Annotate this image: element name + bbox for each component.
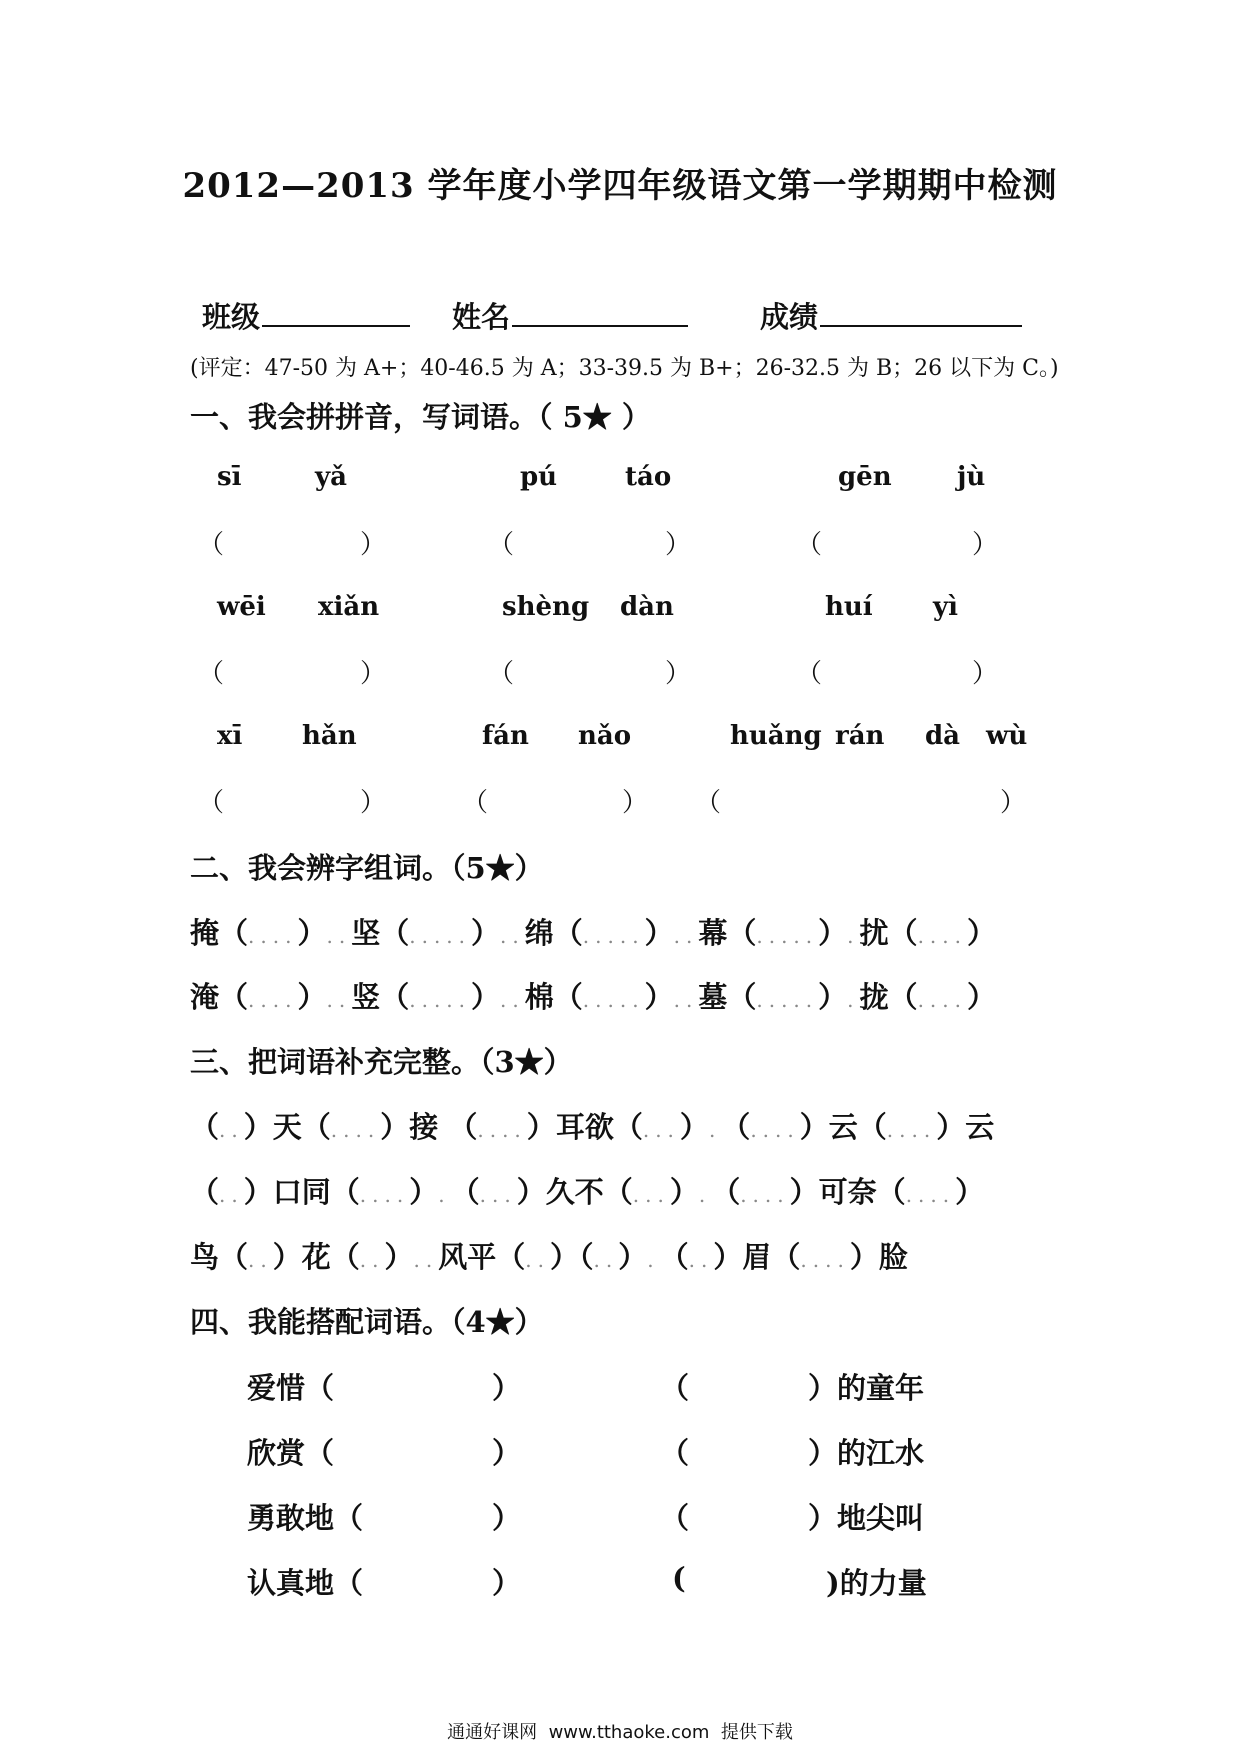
answer-paren-close: ） bbox=[360, 788, 387, 818]
pinyin: fán bbox=[482, 721, 529, 751]
match-right: ）的江水 bbox=[808, 1436, 925, 1470]
idiom-text: 鸟 bbox=[190, 1240, 220, 1274]
section-3-heading: 三、把词语补充完整。（3★） bbox=[190, 1045, 573, 1079]
pinyin: dà bbox=[925, 721, 961, 751]
answer-paren-open: （ bbox=[488, 530, 515, 560]
idiom-text: 云 bbox=[828, 1110, 858, 1144]
char: 拢 bbox=[859, 980, 889, 1014]
page-title: 2012—2013 学年度小学四年级语文第一学期期中检测 bbox=[182, 166, 1058, 206]
char: 坚 bbox=[351, 916, 381, 950]
idiom-text: 脸 bbox=[878, 1240, 908, 1274]
match-right-open: （ bbox=[660, 1436, 690, 1470]
idiom-row-1: （..）天（....）接 （....）耳欲（...）.（....）云（....）云 bbox=[190, 1110, 995, 1144]
pinyin: dàn bbox=[620, 592, 674, 622]
answer-paren-open: （ bbox=[796, 530, 823, 560]
answer-paren-open: （ bbox=[796, 659, 823, 689]
match-left: 爱惜（ bbox=[247, 1371, 335, 1405]
name-label: 姓名 bbox=[452, 300, 511, 334]
answer-paren-close: ） bbox=[972, 530, 999, 560]
char: 棉 bbox=[524, 980, 554, 1014]
match-right: )的力量 bbox=[826, 1566, 927, 1600]
pinyin: gēn bbox=[838, 462, 892, 492]
class-blank[interactable] bbox=[262, 299, 410, 327]
idiom-text: 眉 bbox=[742, 1240, 772, 1274]
pinyin: jù bbox=[957, 462, 986, 492]
section-2-heading: 二、我会辨字组词。（5★） bbox=[190, 851, 544, 885]
answer-paren-open: （ bbox=[462, 788, 489, 818]
pinyin: shèng bbox=[502, 592, 590, 622]
pinyin: huí bbox=[825, 592, 873, 622]
class-field[interactable] bbox=[202, 295, 410, 336]
char: 竖 bbox=[351, 980, 381, 1014]
section-4-heading: 四、我能搭配词语。（4★） bbox=[190, 1305, 544, 1339]
match-left: 认真地（ bbox=[247, 1566, 364, 1600]
answer-paren-close: ） bbox=[665, 659, 692, 689]
char: 扰 bbox=[859, 916, 889, 950]
idiom-text: 花 bbox=[301, 1240, 331, 1274]
idiom-row-2: （..）口同（....）.（...）久不（...）.（....）可奈（....） bbox=[190, 1175, 985, 1209]
answer-paren-close: ） bbox=[622, 788, 649, 818]
match-left: 欣赏（ bbox=[247, 1436, 335, 1470]
grading-note: (评定：47-50 为 A+；40-46.5 为 A；33-39.5 为 B+；26-32.5 为 B；26 以下为 C。) bbox=[190, 356, 1059, 381]
match-left-close: ） bbox=[492, 1501, 522, 1535]
char: 掩 bbox=[190, 916, 220, 950]
answer-paren-open: （ bbox=[198, 659, 225, 689]
match-left-close: ） bbox=[492, 1436, 522, 1470]
idiom-row-3: 鸟（..）花（..）..风平（..）（..）.（..）眉（....）脸 bbox=[190, 1240, 908, 1274]
char: 幕 bbox=[698, 916, 728, 950]
score-blank[interactable] bbox=[820, 299, 1022, 327]
pinyin: xī bbox=[217, 721, 243, 751]
answer-paren-open: （ bbox=[198, 530, 225, 560]
answer-paren-open: （ bbox=[488, 659, 515, 689]
pinyin: yì bbox=[933, 592, 958, 622]
pinyin: táo bbox=[625, 462, 672, 492]
char: 绵 bbox=[524, 916, 554, 950]
score-field[interactable] bbox=[760, 295, 1022, 336]
match-right-open: （ bbox=[660, 1371, 690, 1405]
answer-paren-close: ） bbox=[360, 530, 387, 560]
answer-paren-open: （ bbox=[695, 788, 722, 818]
match-right-open: ( bbox=[672, 1561, 686, 1595]
section-1-heading: 一、我会拼拼音，写词语。（ 5★ ） bbox=[190, 400, 651, 434]
match-left-close: ） bbox=[492, 1371, 522, 1405]
match-left: 勇敢地（ bbox=[247, 1501, 364, 1535]
answer-paren-close: ） bbox=[972, 659, 999, 689]
name-field[interactable] bbox=[452, 295, 688, 336]
idiom-text: 风平 bbox=[438, 1240, 497, 1274]
class-label: 班级 bbox=[202, 300, 261, 334]
idiom-text: 口同 bbox=[272, 1175, 331, 1209]
char: 淹 bbox=[190, 980, 220, 1014]
match-left-close: ） bbox=[492, 1566, 522, 1600]
answer-paren-open: （ bbox=[198, 788, 225, 818]
idiom-text: 云 bbox=[965, 1110, 995, 1144]
idiom-text: 接 bbox=[409, 1110, 439, 1144]
score-label: 成绩 bbox=[760, 300, 819, 334]
pinyin: hǎn bbox=[302, 721, 357, 751]
pinyin: yǎ bbox=[315, 462, 347, 492]
word-row-1: 掩（....）..坚（.....）..绵（.....）..幕（.....）.扰（....） bbox=[190, 916, 997, 950]
idiom-text: 可奈 bbox=[818, 1175, 877, 1209]
answer-paren-close: ） bbox=[360, 659, 387, 689]
footer-source: 通通好课网 www.tthaoke.com 提供下载 bbox=[447, 1722, 793, 1743]
pinyin: nǎo bbox=[578, 721, 632, 751]
pinyin: pú bbox=[520, 462, 558, 492]
name-blank[interactable] bbox=[512, 299, 688, 327]
idiom-text: 耳欲 bbox=[555, 1110, 614, 1144]
idiom-text: 天 bbox=[272, 1110, 302, 1144]
pinyin: rán bbox=[835, 721, 885, 751]
pinyin: xiǎn bbox=[318, 592, 380, 622]
answer-paren-close: ） bbox=[665, 530, 692, 560]
pinyin: wù bbox=[986, 721, 1028, 751]
char: 墓 bbox=[698, 980, 728, 1014]
pinyin: sī bbox=[217, 462, 242, 492]
match-right: ）的童年 bbox=[808, 1371, 925, 1405]
answer-paren-close: ） bbox=[1000, 788, 1027, 818]
pinyin: wēi bbox=[217, 592, 266, 622]
word-row-2: 淹（....）..竖（.....）..棉（.....）..墓（.....）.拢（....） bbox=[190, 980, 997, 1014]
match-right: ）地尖叫 bbox=[808, 1501, 925, 1535]
pinyin: huǎng bbox=[730, 721, 822, 751]
idiom-text: 久不 bbox=[545, 1175, 604, 1209]
match-right-open: （ bbox=[660, 1501, 690, 1535]
